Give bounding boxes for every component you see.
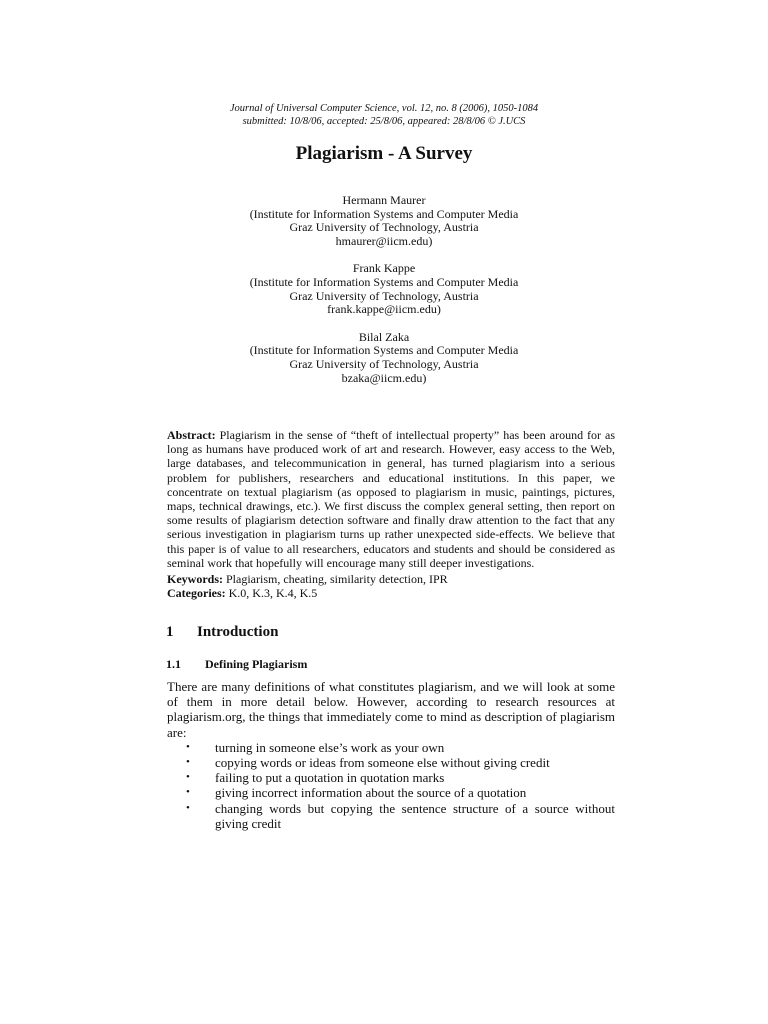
section-number: 1 [166,624,174,640]
list-item [167,785,615,800]
author-block [0,194,768,248]
keywords-categories [167,572,615,600]
author-university: Graz University of Technology, Austria [289,356,479,371]
abstract-label: Abstract: [167,428,216,442]
author-institute: (Institute for Information Systems and Computer Media [249,274,519,289]
subsection-heading [166,657,307,671]
list-item-text: changing words but copying the sentence structure of a source without giving credit [215,800,615,831]
definition-list [167,740,615,831]
author-name: Bilal Zaka [358,329,410,344]
author-email: frank.kappe@iicm.edu) [327,302,441,317]
list-item-text: turning in someone else’s work as your own [215,739,445,755]
abstract [167,428,615,570]
abstract-text: Plagiarism in the sense of “theft of intellectual property” has been around for as long as humans have produced work of art and research. However, easy access to the Web, large databases, and telecommunication in general, has turned plagiarism into a serious problem for publishers, researchers and educational institutions. In this paper, we concentrate on textual plagiarism (as opposed to plagiarism in music, paintings, pictures, maps, technical drawings, etc.). We first discuss the complex general setting, then report on some results of plagiarism detection software and finally draw attention to the fact that any serious investigation in plagiarism turns up rather unexpected side-effects. We believe that this paper is of value to all researchers, educators and students and should be considered as seminal work that hopefully will encourage many still deeper investigations. [167,428,616,570]
author-email: bzaka@iicm.edu) [341,370,427,385]
author-block [0,331,768,385]
section-heading [166,623,278,641]
author-institute: (Institute for Information Systems and Computer Media [249,206,519,221]
intro-paragraph: There are many definitions of what constitutes plagiarism, and we will look at some of them in more detail below. However, according to research resources at plagiarism.org, the things that immediately come to mind as description of plagiarism are: [167,679,615,740]
list-item-text: giving incorrect information about the source of a quotation [215,785,527,801]
section-body [167,679,615,831]
bullet-icon: • [186,740,190,753]
author-list [0,194,768,385]
paper-title: Plagiarism - A Survey [295,143,473,164]
list-item [167,801,615,831]
journal-citation: Journal of Universal Computer Science, vol. 12, no. 8 (2006), 1050-1084 [229,103,539,114]
author-name: Frank Kappe [352,261,416,276]
submission-dates: submitted: 10/8/06, accepted: 25/8/06, appeared: 28/8/06 © J.UCS [242,116,526,127]
author-institute: (Institute for Information Systems and Computer Media [249,343,519,358]
bullet-icon: • [186,771,190,784]
list-item [167,755,615,770]
bullet-icon: • [186,756,190,769]
author-name: Hermann Maurer [342,193,426,207]
categories-label: Categories: [167,586,226,601]
abstract-paragraph [167,428,615,570]
author-block [0,262,768,316]
keywords-text: Plagiarism, cheating, similarity detection, IPR [226,572,448,586]
keywords-label: Keywords: [167,572,223,586]
list-item-text: failing to put a quotation in quotation marks [215,770,445,786]
journal-header [0,102,768,128]
list-item [167,770,615,785]
categories-line [167,586,615,600]
author-email: hmaurer@iicm.edu) [335,233,433,248]
author-university: Graz University of Technology, Austria [289,288,479,303]
list-item-text: copying words or ideas from someone else without giving credit [215,755,550,771]
bullet-icon: • [186,786,190,799]
bullet-icon: • [186,801,190,814]
list-item [167,740,615,755]
author-university: Graz University of Technology, Austria [289,220,479,235]
keywords-line [167,572,615,586]
categories-text: K.0, K.3, K.4, K.5 [228,586,318,601]
subsection-number: 1.1 [166,657,181,671]
subsection-title: Defining Plagiarism [205,657,308,671]
section-title: Introduction [197,624,279,640]
